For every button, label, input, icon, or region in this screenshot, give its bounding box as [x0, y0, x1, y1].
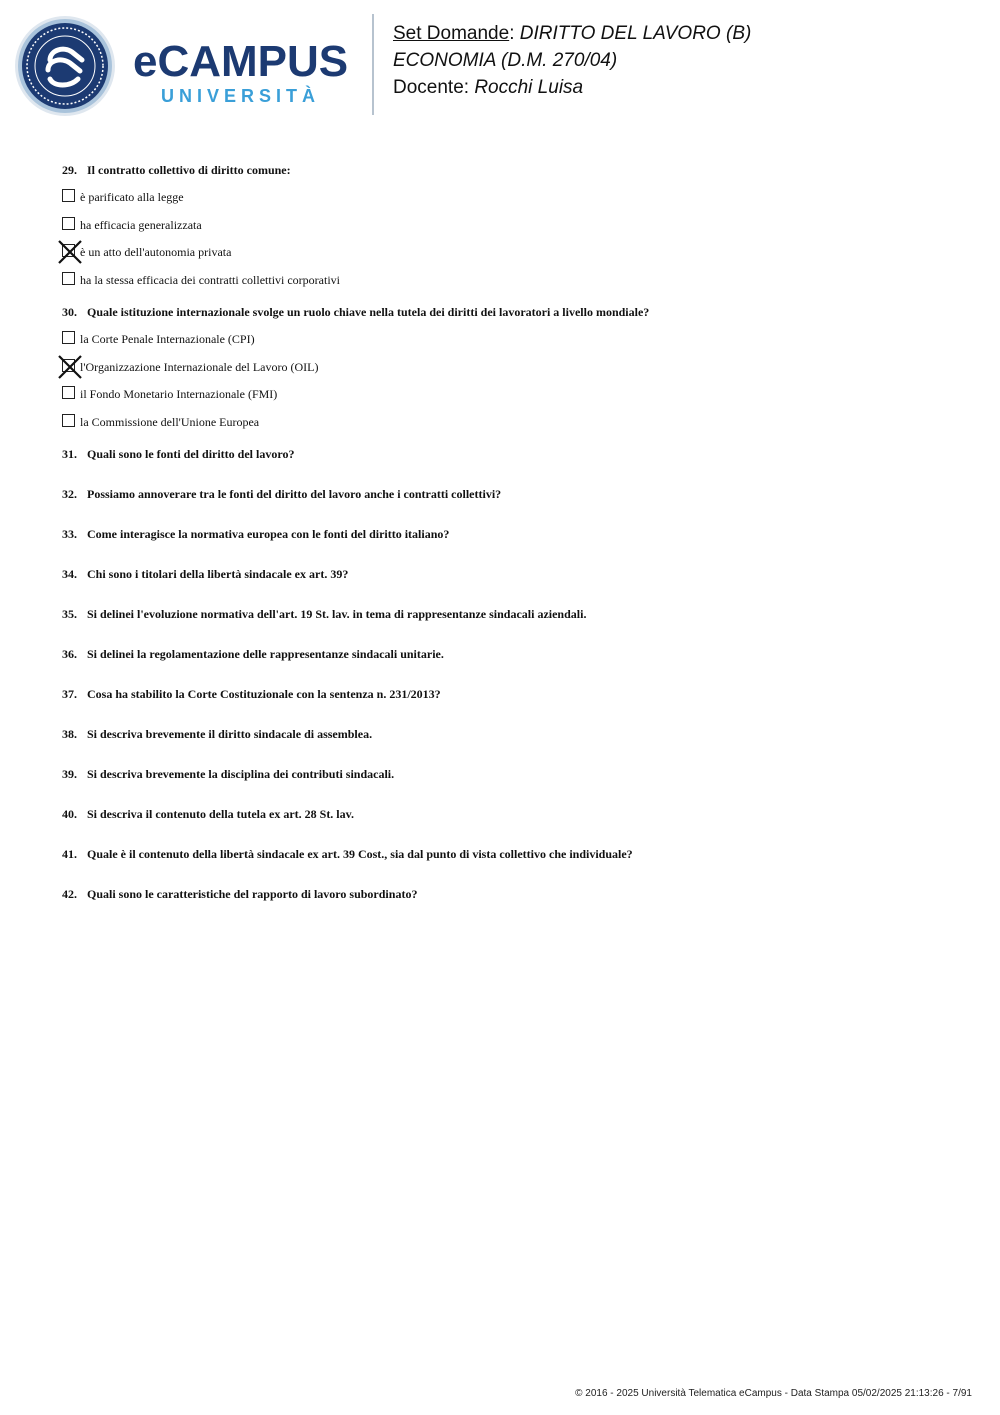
open-question [62, 606, 962, 622]
answer-checkbox[interactable] [62, 189, 75, 202]
answer-option [62, 272, 962, 288]
question-text: Si delinei la regolamentazione delle rappresentanze sindacali unitarie. [87, 647, 444, 662]
answer-checkbox[interactable] [62, 386, 75, 399]
question-text: Quali sono le fonti del diritto del lavoro? [87, 447, 295, 462]
question-text: Si descriva brevemente il diritto sindacale di assemblea. [87, 727, 373, 742]
open-question [62, 646, 962, 662]
open-question [62, 526, 962, 542]
question-number: 36. [62, 647, 77, 662]
question-text: Cosa ha stabilito la Corte Costituzionale con la sentenza n. 231/2013? [87, 687, 441, 702]
question-number: 30. [62, 305, 77, 320]
course-line-2 [393, 47, 993, 74]
answer-text: è parificato alla legge [80, 190, 184, 204]
ecampus-seal-logo [14, 15, 116, 117]
question-text: Si delinei l'evoluzione normativa dell'art. 19 St. lav. in tema di rappresentanze sindacali aziendali. [87, 607, 587, 622]
open-question [62, 566, 962, 582]
question-number: 35. [62, 607, 77, 622]
answer-checkbox[interactable] [62, 331, 75, 344]
answer-checkbox[interactable] [62, 414, 75, 427]
course-title: DIRITTO DEL LAVORO (B) [519, 23, 752, 44]
question-text: Si descriva il contenuto della tutela ex art. 28 St. lav. [87, 807, 354, 822]
course-info [393, 20, 993, 101]
check-cross-icon [58, 240, 82, 264]
answer-option [62, 189, 962, 205]
open-question [62, 886, 962, 902]
check-cross-icon [58, 355, 82, 379]
answer-text: l'Organizzazione Internazionale del Lavoro (OIL) [80, 359, 319, 374]
answer-option [62, 331, 962, 347]
question-list [62, 162, 962, 926]
open-question [62, 806, 962, 822]
question-number: 32. [62, 487, 77, 502]
question-text: Come interagisce la normativa europea con le fonti del diritto italiano? [87, 527, 450, 542]
answer-option-checked [62, 244, 962, 260]
question-number: 40. [62, 807, 77, 822]
answer-text: è un atto dell'autonomia privata [80, 245, 232, 260]
open-question [62, 846, 962, 862]
question-text: Si descriva brevemente la disciplina dei contributi sindacali. [87, 767, 395, 782]
mc-question [62, 162, 962, 288]
question-text: Quali sono le caratteristiche del rapporto di lavoro subordinato? [87, 887, 418, 902]
answer-checkbox[interactable] [62, 217, 75, 230]
answer-option [62, 414, 962, 430]
question-text: Quale è il contenuto della libertà sindacale ex art. 39 Cost., sia dal punto di vista collettivo che individuale? [87, 847, 633, 862]
question-heading [62, 304, 962, 320]
ecampus-wordmark [133, 37, 355, 106]
answer-option [62, 386, 962, 402]
page-footer: © 2016 - 2025 Università Telematica eCampus - Data Stampa 05/02/2025 21:13:26 - 7/91 [575, 1388, 972, 1399]
question-number: 42. [62, 887, 77, 902]
question-heading [62, 162, 962, 178]
docente-label: Docente: [393, 77, 470, 98]
question-number: 39. [62, 767, 77, 782]
answer-text: la Corte Penale Internazionale (CPI) [80, 332, 255, 347]
question-text: Possiamo annoverare tra le fonti del diritto del lavoro anche i contratti collettivi? [87, 487, 502, 502]
question-number: 33. [62, 527, 77, 542]
open-question [62, 766, 962, 782]
answer-checkbox[interactable] [62, 272, 75, 285]
course-degree: ECONOMIA (D.M. 270/04) [393, 50, 618, 71]
course-line-3 [393, 74, 993, 101]
logo-ecampus-text: eCAMPUS [133, 37, 349, 86]
question-text: Il contratto collettivo di diritto comune: [87, 163, 291, 177]
question-number: 34. [62, 567, 77, 582]
question-number: 29. [62, 163, 77, 177]
open-question [62, 726, 962, 742]
question-number: 37. [62, 687, 77, 702]
question-number: 38. [62, 727, 77, 742]
question-number: 31. [62, 447, 77, 462]
question-number: 41. [62, 847, 77, 862]
answer-option [62, 217, 962, 233]
docente-name: Rocchi Luisa [474, 77, 584, 98]
question-text: Chi sono i titolari della libertà sindacale ex art. 39? [87, 567, 349, 582]
answer-text: ha efficacia generalizzata [80, 217, 202, 232]
answer-text: il Fondo Monetario Internazionale (FMI) [80, 387, 278, 402]
answer-option-checked [62, 359, 962, 375]
set-label: Set Domande [393, 23, 510, 44]
open-question [62, 686, 962, 702]
open-question [62, 486, 962, 502]
logo-universita-text: UNIVERSITÀ [161, 86, 321, 106]
mc-question [62, 304, 962, 430]
open-question [62, 446, 962, 462]
page-header [0, 0, 1000, 130]
question-text: Quale istituzione internazionale svolge un ruolo chiave nella tutela dei diritti dei lavoratori a livello mondiale? [87, 305, 650, 320]
answer-text: la Commissione dell'Unione Europea [80, 415, 260, 430]
answer-text: ha la stessa efficacia dei contratti collettivi corporativi [80, 273, 341, 288]
course-line-1: Set Domande: DIRITTO DEL LAVORO (B) [393, 23, 752, 44]
header-divider [372, 14, 374, 115]
